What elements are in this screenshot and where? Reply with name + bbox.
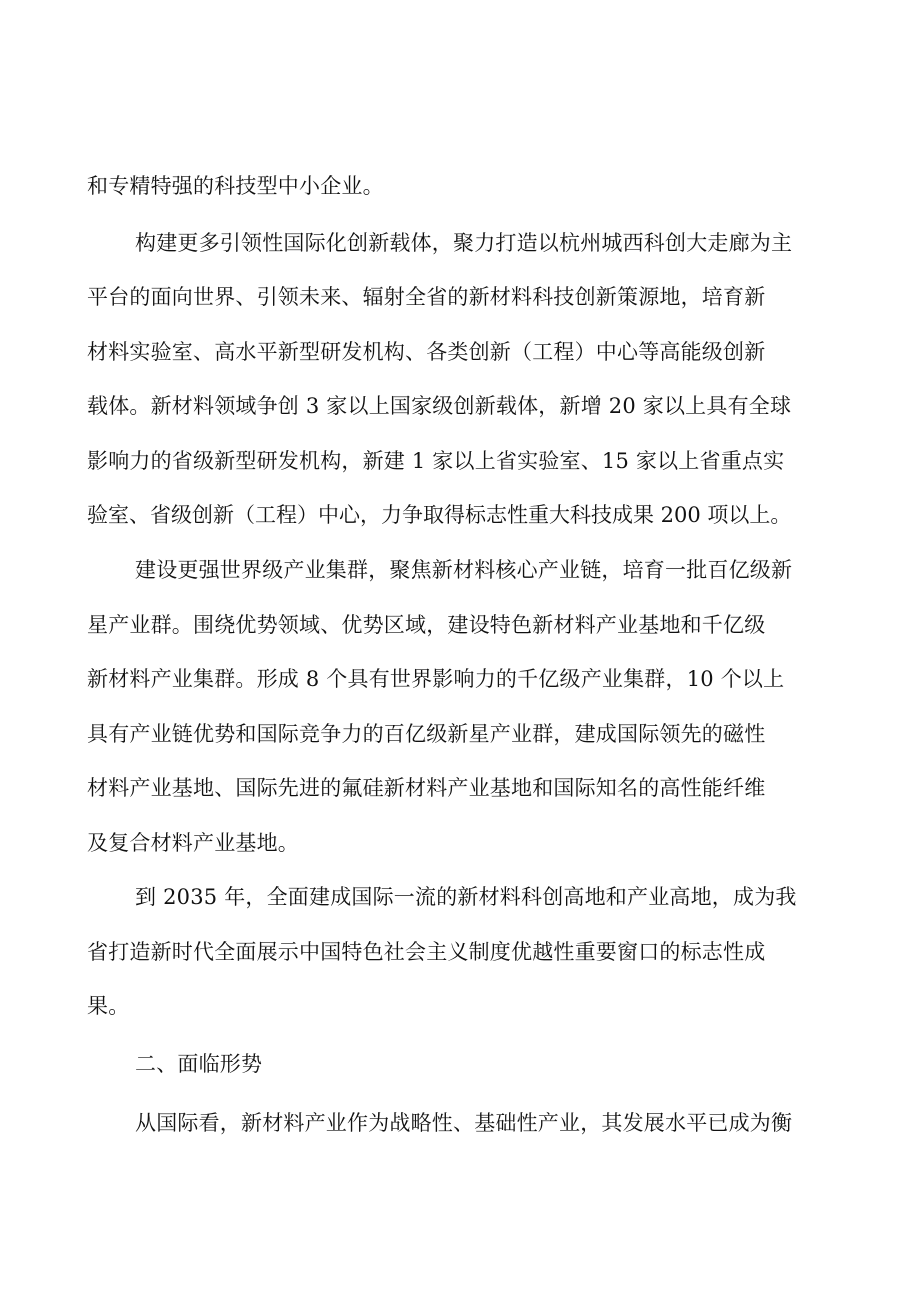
paragraph-line: 及复合材料产业基地。 (87, 831, 299, 855)
paragraph-line: 到 2035 年，全面建成国际一流的新材料科创高地和产业高地，成为我 (135, 885, 797, 909)
paragraph-line: 具有产业链优势和国际竞争力的百亿级新星产业群，建成国际领先的磁性 (87, 722, 766, 746)
paragraph-line: 验室、省级创新（工程）中心，力争取得标志性重大科技成果 200 项以上。 (87, 503, 792, 527)
paragraph-line: 省打造新时代全面展示中国特色社会主义制度优越性重要窗口的标志性成 (87, 940, 766, 964)
paragraph-line: 和专精特强的科技型中小企业。 (87, 174, 384, 198)
paragraph-line: 影响力的省级新型研发机构，新建 1 家以上省实验室、15 家以上省重点实 (87, 449, 785, 473)
paragraph-line: 新材料产业集群。形成 8 个具有世界影响力的千亿级产业集群，10 个以上 (87, 667, 785, 691)
paragraph-line: 材料实验室、高水平新型研发机构、各类创新（工程）中心等高能级创新 (87, 340, 766, 364)
section-heading: 二、面临形势 (135, 1052, 263, 1076)
paragraph-line: 平台的面向世界、引领未来、辐射全省的新材料科技创新策源地，培育新 (87, 285, 766, 309)
paragraph-line: 从国际看，新材料产业作为战略性、基础性产业，其发展水平已成为衡 (135, 1111, 793, 1135)
paragraph-line: 材料产业基地、国际先进的氟硅新材料产业基地和国际知名的高性能纤维 (87, 776, 766, 800)
paragraph-line: 构建更多引领性国际化创新载体，聚力打造以杭州城西科创大走廊为主 (135, 231, 793, 255)
paragraph-line: 星产业群。围绕优势领域、优势区域，建设特色新材料产业基地和千亿级 (87, 613, 766, 637)
paragraph-line: 果。 (87, 994, 130, 1018)
paragraph-line: 载体。新材料领域争创 3 家以上国家级创新载体，新增 20 家以上具有全球 (87, 394, 792, 418)
paragraph-line: 建设更强世界级产业集群，聚焦新材料核心产业链，培育一批百亿级新 (135, 558, 793, 582)
